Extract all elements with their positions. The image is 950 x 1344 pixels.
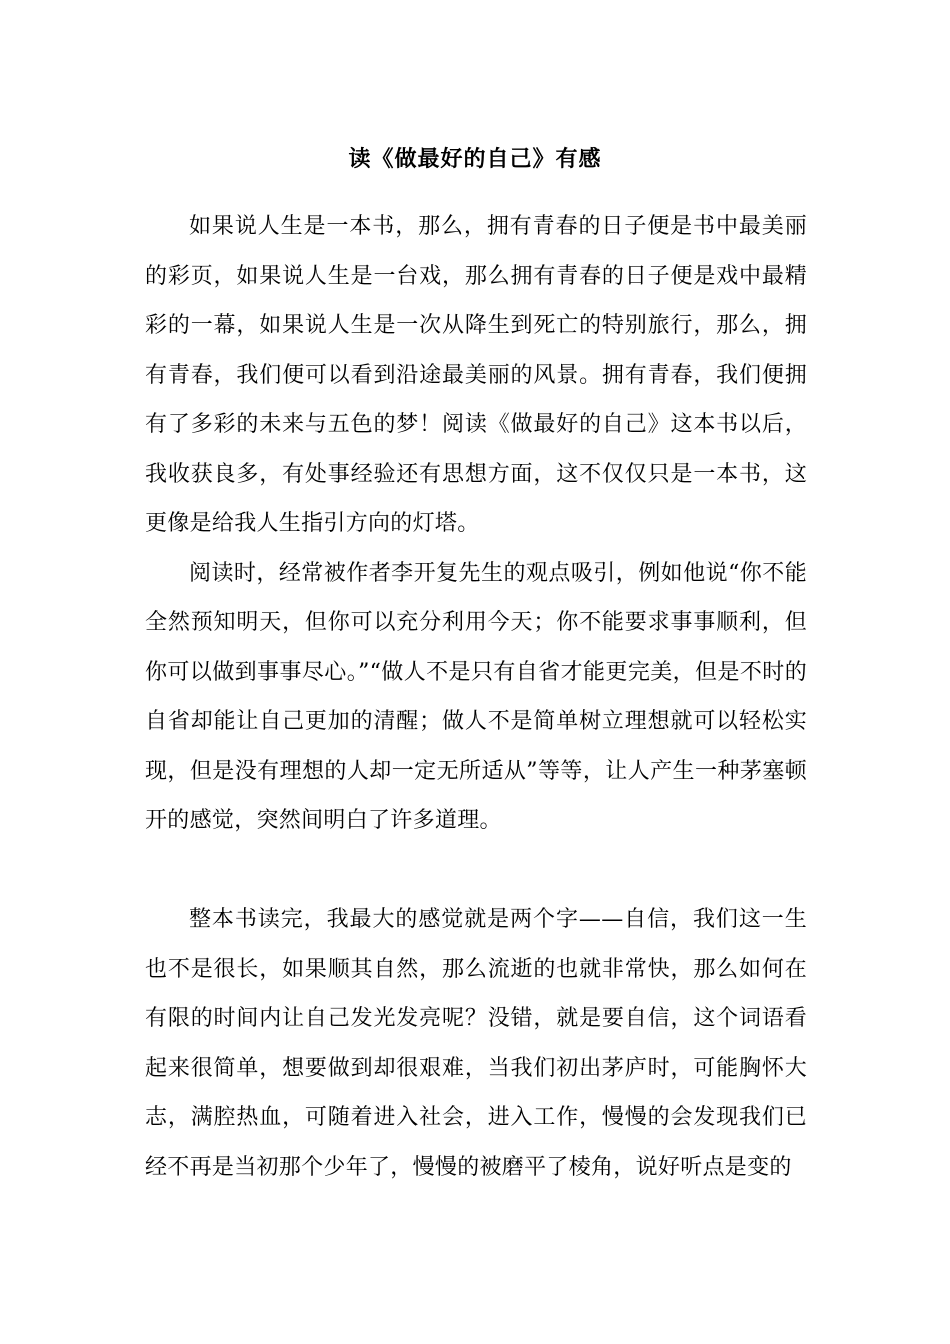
document-body xyxy=(145,202,807,1192)
paragraph-spacer xyxy=(145,846,807,896)
paragraph-3: 整本书读完，我最大的感觉就是两个字——自信，我们这一生也不是很长，如果顺其自然，那么流逝的也就非常快，那么如何在有限的时间内让自己发光发亮呢？没错，就是要自信，这个词语看起来很简单，想要做到却很艰难，当我们初出茅庐时，可能胸怀大志，满腔热血，可随着进入社会，进入工作，慢慢的会发现我们已经不再是当初那个少年了，慢慢的被磨平了棱角，说好听点是变的 xyxy=(145,907,807,1180)
document-title: 读《做最好的自己》有感 xyxy=(348,147,602,172)
paragraph-2: 阅读时，经常被作者李开复先生的观点吸引，例如他说“你不能全然预知明天，但你可以充分利用今天；你不能要求事事顺利，但你可以做到事事尽心。”“做人不是只有自省才能更完美，但是不时的自省却能让自己更加的清醒；做人不是简单树立理想就可以轻松实现，但是没有理想的人却一定无所适从”等等，让人产生一种茅塞顿开的感觉，突然间明白了许多道理。 xyxy=(145,560,807,833)
paragraph-1: 如果说人生是一本书，那么，拥有青春的日子便是书中最美丽的彩页，如果说人生是一台戏，那么拥有青春的日子便是戏中最精彩的一幕，如果说人生是一次从降生到死亡的特别旅行，那么，拥有青春，我们便可以看到沿途最美丽的风景。拥有青春，我们便拥有了多彩的未来与五色的梦！阅读《做最好的自己》这本书以后，我收获良多，有处事经验还有思想方面，这不仅仅只是一本书，这更像是给我人生指引方向的灯塔。 xyxy=(145,214,807,536)
